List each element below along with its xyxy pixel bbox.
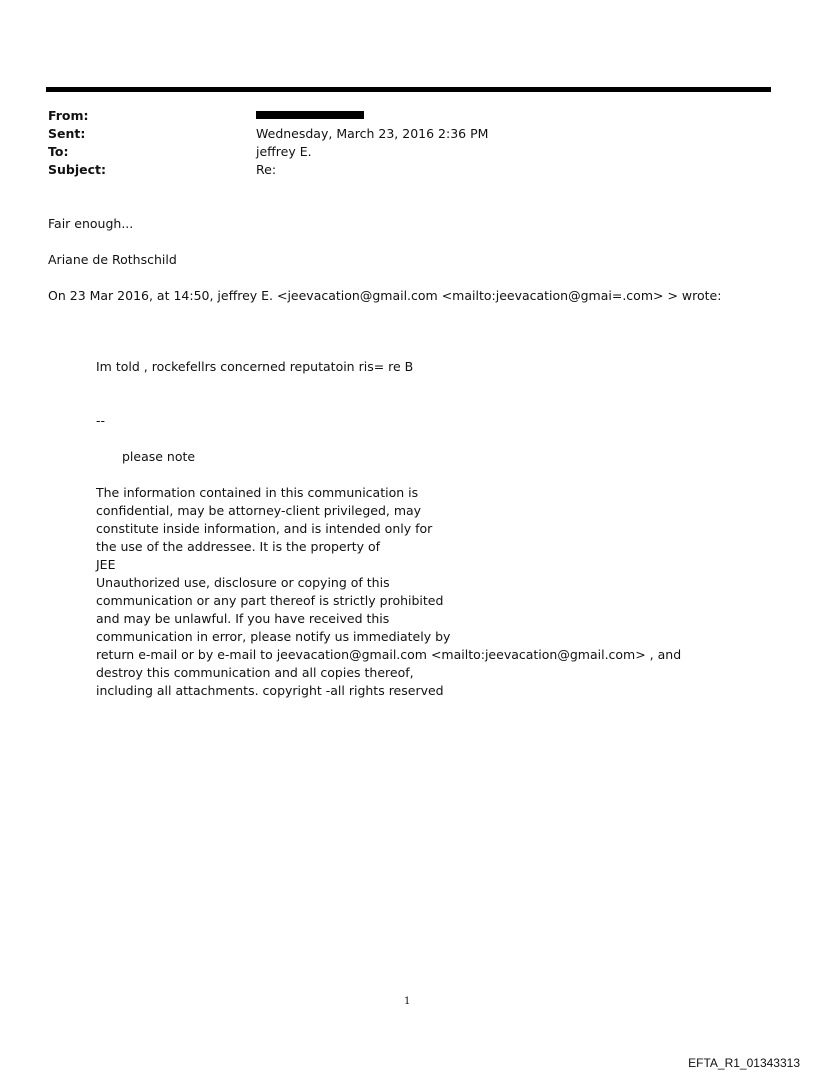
signature-separator: -- bbox=[96, 413, 106, 428]
from-label: From: bbox=[48, 108, 89, 123]
disclaimer-line: destroy this communication and all copies thereof, bbox=[96, 665, 414, 680]
header-rule bbox=[46, 87, 771, 92]
quoted-message: Im told , rockefellrs concerned reputatoin ris= re B bbox=[96, 359, 414, 374]
disclaimer-line: the use of the addressee. It is the property of bbox=[96, 539, 381, 554]
confidentiality-disclaimer bbox=[96, 484, 681, 700]
sent-value: Wednesday, March 23, 2016 2:36 PM bbox=[256, 126, 489, 141]
subject-label: Subject: bbox=[48, 162, 106, 177]
disclaimer-line: Unauthorized use, disclosure or copying of this bbox=[96, 575, 390, 590]
disclaimer-line: including all attachments. copyright -all rights reserved bbox=[96, 683, 444, 698]
disclaimer-line: JEE bbox=[96, 557, 116, 572]
redacted-sender bbox=[256, 111, 364, 119]
reply-text: Fair enough... bbox=[48, 216, 134, 231]
disclaimer-line: communication in error, please notify us immediately by bbox=[96, 629, 451, 644]
subject-value: Re: bbox=[256, 162, 277, 177]
quote-intro: On 23 Mar 2016, at 14:50, jeffrey E. <jeevacation@gmail.com <mailto:jeevacation@gmai=.com> > wrote: bbox=[48, 288, 722, 303]
bates-number: EFTA_R1_01343313 bbox=[688, 1056, 800, 1070]
disclaimer-line: The information contained in this communication is bbox=[96, 485, 419, 500]
to-label: To: bbox=[48, 144, 69, 159]
disclaimer-line: return e-mail or by e-mail to jeevacation@gmail.com <mailto:jeevacation@gmail.com> , and bbox=[96, 647, 682, 662]
to-value: jeffrey E. bbox=[256, 144, 312, 159]
disclaimer-line: confidential, may be attorney-client privileged, may bbox=[96, 503, 422, 518]
disclaimer-line: constitute inside information, and is intended only for bbox=[96, 521, 433, 536]
signature: Ariane de Rothschild bbox=[48, 252, 177, 267]
page-number: 1 bbox=[404, 996, 411, 1007]
sent-label: Sent: bbox=[48, 126, 86, 141]
disclaimer-line: communication or any part thereof is strictly prohibited bbox=[96, 593, 444, 608]
disclaimer-line: and may be unlawful. If you have received this bbox=[96, 611, 390, 626]
please-note: please note bbox=[122, 449, 196, 464]
